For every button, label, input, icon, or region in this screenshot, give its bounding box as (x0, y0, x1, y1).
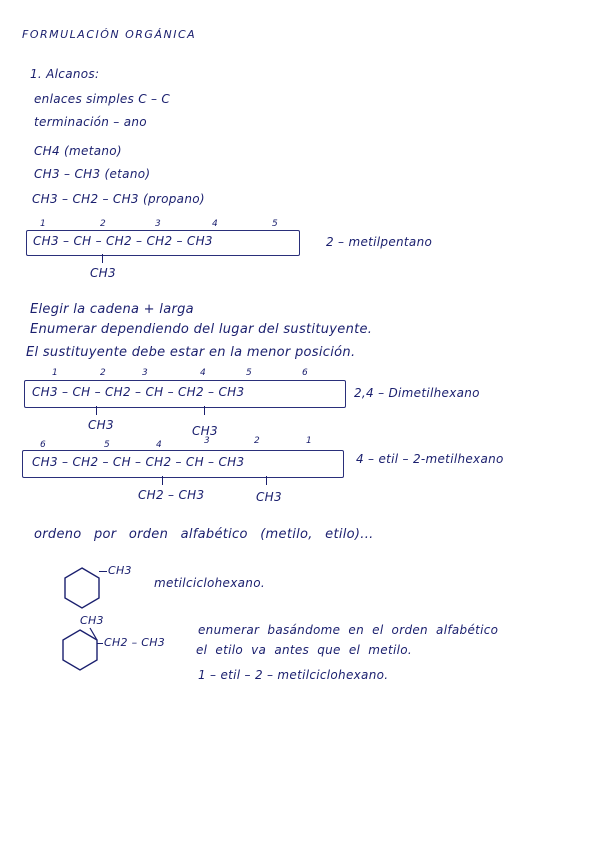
branch-bond (102, 254, 103, 263)
note-line: CH4 (metano) (34, 144, 122, 158)
main-chain: CH3 – CH – CH2 – CH2 – CH3 (33, 234, 213, 248)
carbon-number: 2 (100, 219, 107, 229)
carbon-number: 3 (155, 219, 162, 229)
substituent-group: CH3 (108, 564, 132, 577)
branch-bond (162, 476, 163, 485)
carbon-number: 4 (156, 440, 163, 450)
note-line: CH3 – CH2 – CH3 (propano) (32, 192, 205, 206)
rule-line: El sustituyente debe estar en la menor posición. (26, 345, 356, 360)
substituent-bond (99, 571, 107, 572)
carbon-number: 6 (40, 440, 47, 450)
note-line: el etilo va antes que el metilo. (196, 643, 412, 657)
carbon-number: 2 (254, 436, 261, 446)
branch-bond (266, 476, 267, 485)
note-line: enlaces simples C – C (34, 92, 171, 106)
main-chain: CH3 – CH – CH2 – CH – CH2 – CH3 (32, 385, 245, 399)
carbon-number: 2 (100, 368, 107, 378)
rule-line: Elegir la cadena + larga (30, 302, 194, 317)
section-heading: 1. Alcanos: (30, 67, 100, 81)
cyclohexane-ring (62, 566, 102, 610)
branch-group: CH3 (256, 490, 282, 504)
carbon-number: 4 (212, 219, 219, 229)
compound-name: metilciclohexano. (154, 576, 265, 590)
carbon-number: 3 (204, 436, 211, 446)
page-title: FORMULACIÓN ORGÁNICA (22, 28, 197, 41)
substituent-group: CH2 – CH3 (104, 636, 166, 649)
compound-name: 1 – etil – 2 – metilciclohexano. (198, 668, 389, 682)
carbon-number: 5 (246, 368, 253, 378)
carbon-number: 3 (142, 368, 149, 378)
compound-name: 2 – metilpentano (326, 235, 433, 249)
carbon-number: 5 (104, 440, 111, 450)
substituent-bond (97, 643, 103, 644)
branch-group: CH3 (192, 424, 218, 438)
carbon-number: 1 (306, 436, 313, 446)
branch-group: CH3 (90, 266, 116, 280)
branch-group: CH2 – CH3 (138, 488, 205, 502)
note-line: enumerar basándome en el orden alfabético (198, 623, 499, 637)
substituent-group: CH3 (80, 614, 104, 627)
main-chain: CH3 – CH2 – CH – CH2 – CH – CH3 (32, 455, 245, 469)
carbon-number: 4 (200, 368, 207, 378)
carbon-number: 1 (52, 368, 59, 378)
branch-bond (96, 406, 97, 415)
cyclohexane-ring (60, 628, 100, 672)
carbon-number: 6 (302, 368, 309, 378)
carbon-number: 5 (272, 219, 279, 229)
note-line: CH3 – CH3 (etano) (34, 167, 151, 181)
compound-name: 2,4 – Dimetilhexano (354, 386, 480, 400)
order-note: ordeno por orden alfabético (metilo, etilo)... (34, 527, 374, 542)
carbon-number: 1 (40, 219, 47, 229)
rule-line: Enumerar dependiendo del lugar del sustituyente. (30, 322, 373, 337)
branch-bond (204, 406, 205, 415)
note-line: terminación – ano (34, 115, 147, 129)
compound-name: 4 – etil – 2-metilhexano (356, 452, 504, 466)
branch-group: CH3 (88, 418, 114, 432)
